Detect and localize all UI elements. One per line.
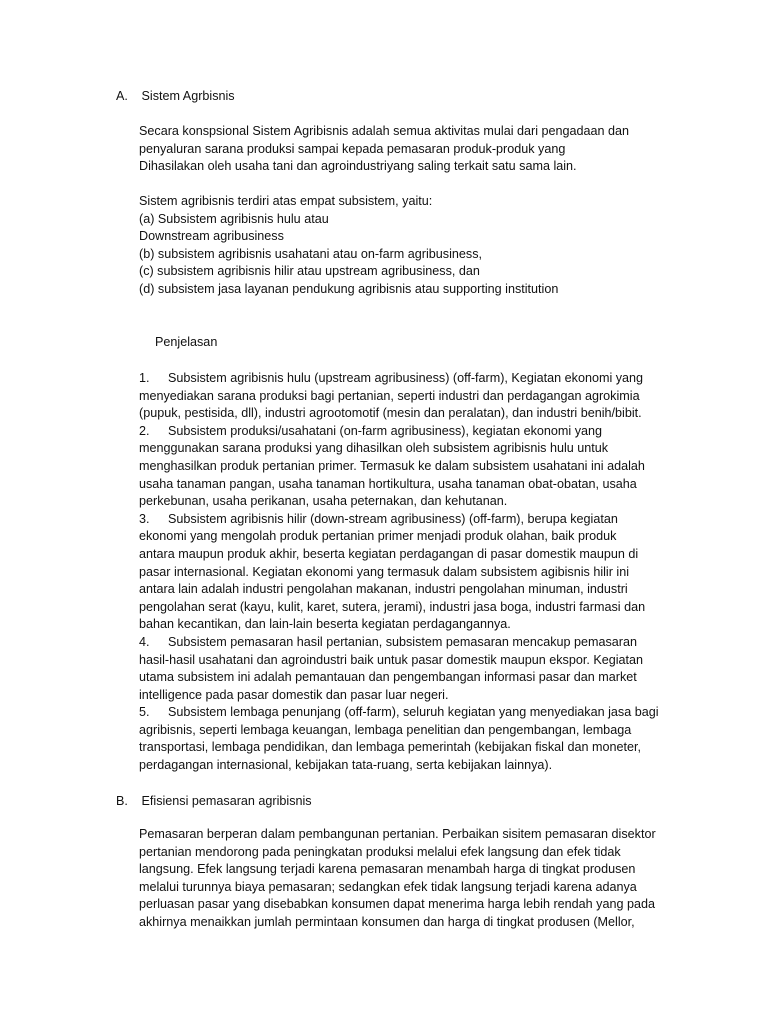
item-line: usaha tanaman pangan, usaha tanaman hortikultura, usaha tanaman obat-obatan, usaha (139, 476, 637, 491)
intro-line: Dihasilakan oleh usaha tani dan agroindustriyang saling terkait satu sama lain. (139, 159, 577, 174)
item-number: 4. (139, 634, 150, 649)
subsystem-line: Sistem agribisnis terdiri atas empat subsistem, yaitu: (139, 194, 433, 208)
item-line: ekonomi yang mengolah produk pertanian primer menjadi produk olahan, baik produk (139, 529, 617, 544)
explanation-item-5 (139, 704, 679, 774)
subsystem-line: (c) subsistem agribisnis hilir atau upstream agribusiness, dan (139, 264, 480, 279)
item-line: antara lain adalah industri pengolahan makanan, industri pengolahan minuman, industri (139, 582, 628, 597)
item-line: pengolahan serat (kayu, kulit, karet, sutera, jerami), industri jasa boga, industri farmasi dan (139, 599, 646, 614)
item-line: Subsistem produksi/usahatani (on-farm agribusiness), kegiatan ekonomi yang (168, 423, 603, 438)
item-line: Subsistem pemasaran hasil pertanian, subsistem pemasaran mencakup pemasaran (168, 634, 638, 649)
item-line: intelligence pada pasar domestik dan pasar luar negeri. (139, 687, 449, 702)
item-line: menyediakan sarana produksi bagi pertanian, seperti industri dan perdagangan agrokimia (139, 388, 640, 403)
subsystem-list (139, 193, 679, 299)
item-line: perkebunan, usaha perikanan, usaha peternakan, dan kehutanan. (139, 494, 508, 509)
explanation-list (139, 370, 679, 775)
item-line: perdagangan internasional, kebijakan tata-ruang, serta kebijakan lainnya). (139, 758, 553, 773)
item-number: 5. (139, 705, 150, 720)
section-a-heading (116, 87, 235, 105)
explanation-title: Penjelasan (155, 335, 218, 349)
section-a-title: Sistem Agrbisnis (141, 89, 235, 103)
explanation-item-3 (139, 511, 679, 634)
section-b-paragraph (139, 826, 679, 932)
paragraph-line: akhirnya menaikkan jumlah permintaan konsumen dan harga di tingkat produsen (Mellor, (139, 914, 635, 929)
intro-line: Secara konspsional Sistem Agribisnis adalah semua aktivitas mulai dari pengadaan dan (139, 124, 630, 138)
item-line: (pupuk, pestisida, dll), industri agrootomotif (mesin dan peralatan), dan industri benih/bibit. (139, 406, 642, 421)
section-a-marker: A. (116, 89, 128, 103)
item-line: hasil-hasil usahatani dan agroindustri baik untuk pasar domestik maupun ekspor. Kegiatan (139, 652, 644, 667)
explanation-item-4 (139, 634, 679, 704)
section-a-intro (139, 123, 679, 176)
subsystem-line: (a) Subsistem agribisnis hulu atau (139, 211, 329, 226)
explanation-item-2 (139, 423, 679, 511)
paragraph-line: Pemasaran berperan dalam pembangunan pertanian. Perbaikan sisitem pemasaran disektor (139, 827, 656, 841)
paragraph-line: perluasan pasar yang disebabkan konsumen dapat menerima harga lebih rendah yang pada (139, 897, 655, 912)
item-line: Subsistem agribisnis hulu (upstream agribusiness) (off-farm), Kegiatan ekonomi yang (168, 371, 644, 385)
section-b-marker: B. (116, 794, 128, 808)
item-line: menghasilkan produk pertanian primer. Termasuk ke dalam subsistem usahatani ini adalah (139, 458, 645, 473)
subsystem-line: Downstream agribusiness (139, 229, 284, 244)
item-line: Subsistem agribisnis hilir (down-stream agribusiness) (off-farm), berupa kegiatan (168, 511, 618, 526)
item-number: 3. (139, 511, 150, 526)
paragraph-line: pertanian mendorong pada peningkatan produksi melalui efek langsung dan efek tidak (139, 844, 621, 859)
intro-line: penyaluran sarana produksi sampai kepada pemasaran produk-produk yang (139, 141, 566, 156)
explanation-item-1 (139, 370, 679, 423)
section-b-heading (116, 792, 312, 810)
paragraph-line: langsung. Efek langsung terjadi karena pemasaran menambah harga di tingkat produsen (139, 862, 636, 877)
subsystem-line: (d) subsistem jasa layanan pendukung agribisnis atau supporting institution (139, 281, 559, 296)
item-line: bahan kecantikan, dan lain-lain beserta kegiatan perdagangannya. (139, 617, 511, 632)
section-b-title: Efisiensi pemasaran agribisnis (141, 794, 312, 808)
paragraph-line: melalui turunnya biaya pemasaran; sedangkan efek tidak langsung terjadi karena adanya (139, 879, 637, 894)
item-number: 2. (139, 423, 150, 438)
item-line: utama subsistem ini adalah pemantauan dan pengembangan informasi pasar dan market (139, 670, 637, 685)
item-number: 1. (139, 371, 150, 385)
item-line: pasar internasional. Kegiatan ekonomi yang termasuk dalam subsistem agibisnis hilir ini (139, 564, 630, 579)
item-line: transportasi, lembaga pendidikan, dan lembaga pemerintah (kebijakan fiskal dan moneter, (139, 740, 641, 755)
item-line: menggunakan sarana produksi yang dihasilkan oleh subsistem agribisnis hulu untuk (139, 441, 609, 456)
item-line: agribisnis, seperti lembaga keuangan, lembaga penelitian dan pengembangan, lembaga (139, 722, 632, 737)
item-line: antara maupun produk akhir, beserta kegiatan perdagangan di pasar domestik maupun di (139, 546, 639, 561)
item-line: Subsistem lembaga penunjang (off-farm), seluruh kegiatan yang menyediakan jasa bagi (168, 705, 659, 720)
subsystem-line: (b) subsistem agribisnis usahatani atau on-farm agribusiness, (139, 246, 482, 261)
